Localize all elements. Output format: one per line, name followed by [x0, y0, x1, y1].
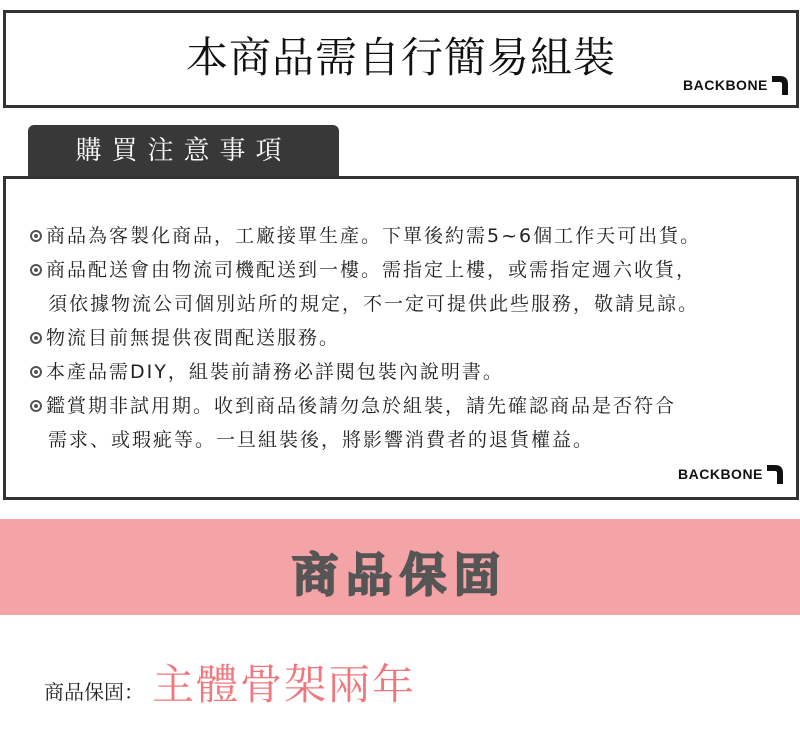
notice-item-text: 商品為客製化商品，工廠接單生產。下單後約需5~6個工作天可出貨。 [46, 225, 702, 247]
notice-item-text: 商品配送會由物流司機配送到一樓。需指定上樓，或需指定週六收貨， [46, 259, 698, 281]
notice-item [30, 321, 701, 355]
bullet-icon [30, 264, 42, 276]
notice-list [30, 219, 701, 457]
bullet-icon [30, 332, 42, 344]
notice-item-text: 鑑賞期非試用期。收到商品後請勿急於組裝，請先確認商品是否符合 [46, 395, 677, 417]
warranty-title: 商品保固 [292, 548, 508, 602]
notice-item [30, 219, 701, 253]
warranty-info [44, 652, 416, 712]
notice-item-text: 需求、或瑕疵等。一旦組裝後，將影響消費者的退貨權益。 [48, 429, 595, 451]
assembly-banner [3, 10, 799, 108]
notice-item [30, 287, 701, 321]
brand-logo-top [683, 74, 790, 96]
bullet-icon [30, 366, 42, 378]
notice-tab: 購買注意事項 [28, 125, 339, 177]
bullet-icon [30, 400, 42, 412]
notice-item [30, 355, 701, 389]
brand-mark-icon [765, 463, 785, 485]
brand-logo-notice [678, 463, 785, 485]
warranty-value: 主體骨架兩年 [152, 660, 417, 709]
notice-item [30, 253, 701, 287]
notice-panel [3, 176, 799, 500]
warranty-banner [0, 519, 800, 615]
notice-item-text: 須依據物流公司個別站所的規定，不一定可提供此些服務，敬請見諒。 [48, 293, 700, 315]
notice-item [30, 423, 701, 457]
warranty-label: 商品保固： [44, 680, 144, 704]
brand-name: BACKBONE [678, 466, 763, 482]
assembly-title: 本商品需自行簡易組裝 [185, 33, 616, 82]
brand-name: BACKBONE [683, 77, 768, 93]
notice-item-text: 物流目前無提供夜間配送服務。 [46, 327, 341, 349]
notice-item [30, 389, 701, 423]
bullet-icon [30, 230, 42, 242]
notice-item-text: 本產品需DIY，組裝前請務必詳閱包裝內說明書。 [46, 361, 504, 383]
brand-mark-icon [770, 74, 790, 96]
